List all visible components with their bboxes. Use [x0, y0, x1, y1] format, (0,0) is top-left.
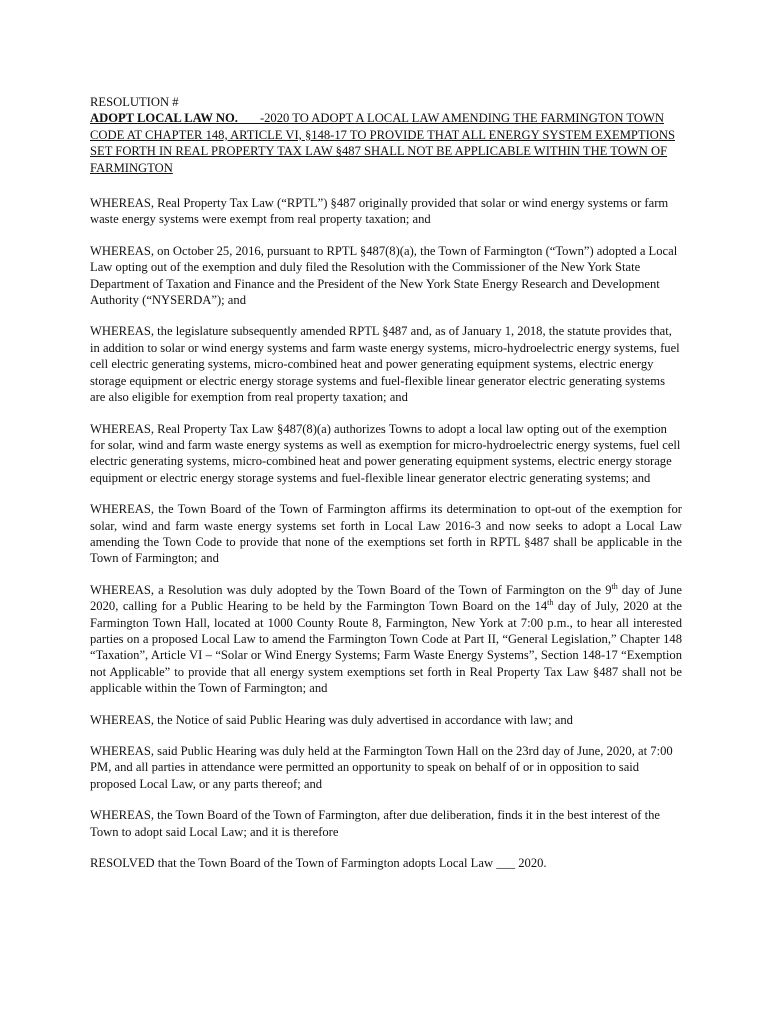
whereas-paragraph-5: WHEREAS, the Town Board of the Town of Farmington affirms its determination to opt-out of the exemption for solar, wind and farm waste energy systems set forth in Local Law 2016-3 and now seeks to adopt a Local Law amending the Town Code to provide that none of the exemptions set forth in RPTL §487 shall be applicable in the Town of Farmington; and: [90, 502, 682, 566]
ordinal-suffix-1: th: [611, 581, 618, 591]
ordinal-suffix-2: th: [547, 598, 554, 608]
whereas-paragraph-7: WHEREAS, the Notice of said Public Hearing was duly advertised in accordance with law; and: [90, 712, 573, 727]
whereas-paragraph-8: WHEREAS, said Public Hearing was duly held at the Farmington Town Hall on the 23rd day of June, 2020, at 7:00 PM, and all parties in attendance were permitted an opportunity to speak on behalf of or in opposition to said proposed Local Law, or any parts thereof; and: [90, 744, 673, 791]
document-page: [90, 94, 682, 871]
title-text: -2020 TO ADOPT A LOCAL LAW AMENDING THE FARMINGTON TOWN CODE AT CHAPTER 148, ARTICLE VI, §148-17 TO PROVIDE THAT ALL ENERGY SYSTEM EXEMPTIONS SET FORTH IN REAL PROPERTY TAX LAW §487 SHALL NOT BE APPLICABLE WITHIN THE TOWN OF FARMINGTON: [90, 111, 675, 175]
paragraph-6-part-3: day of July, 2020 at the Farmington Town Hall, located at 1000 County Route 8, Farmington, New York at 7:00 p.m., to hear all interested parties on a proposed Local Law to amend the Farmington Town Code at Part II, “General Legislation,” Chapter 148 “Taxation”, Article VI – “Solar or Wind Energy Systems; Farm Waste Energy Systems”, Section 148-17 “Exemption not Applicable” to provide that all energy system exemptions set forth in Real Property Tax Law §487 shall not be applicable within the Town of Farmington; and: [90, 599, 682, 696]
whereas-paragraph-6: [90, 582, 682, 697]
paragraph-6-part-1: WHEREAS, a Resolution was duly adopted by the Town Board of the Town of Farmington on the 9: [90, 582, 612, 597]
resolution-number: RESOLUTION #: [90, 95, 179, 109]
resolution-title: [90, 110, 682, 176]
whereas-paragraph-2: WHEREAS, on October 25, 2016, pursuant to RPTL §487(8)(a), the Town of Farmington (“Town”) adopted a Local Law opting out of the exemption and duly filed the Resolution with the Commissioner of the New York State Department of Taxation and Finance and the President of the New York State Energy Research and Development Authority (“NYSERDA”); and: [90, 243, 678, 308]
resolved-paragraph: RESOLVED that the Town Board of the Town of Farmington adopts Local Law ___ 2020.: [90, 856, 547, 871]
whereas-paragraph-3: WHEREAS, the legislature subsequently amended RPTL §487 and, as of January 1, 2018, the statute provides that, in addition to solar or wind energy systems and farm waste energy systems, micro-hydroelectric energy systems, fuel cell electric generating systems, micro-combined heat and power generating equipment systems, electric energy storage equipment or electric energy storage systems and fuel-flexible linear generator electric generating systems are also eligible for exemption from real property taxation; and: [90, 324, 680, 405]
paragraph-6-part-2: day of June 2020, calling for a Public Hearing to be held by the Farmington Town Board on the 14: [90, 582, 682, 614]
whereas-paragraph-9: WHEREAS, the Town Board of the Town of Farmington, after due deliberation, finds it in the best interest of the Town to adopt said Local Law; and it is therefore: [90, 808, 660, 839]
local-law-number: ADOPT LOCAL LAW NO. ___: [90, 111, 260, 126]
whereas-paragraph-1: WHEREAS, Real Property Tax Law (“RPTL”) §487 originally provided that solar or wind energy systems or farm waste energy systems were exempt from real property taxation; and: [90, 196, 669, 227]
whereas-paragraph-4: WHEREAS, Real Property Tax Law §487(8)(a) authorizes Towns to adopt a local law opting out of the exemption for solar, wind and farm waste energy systems as well as exemption for micro-hydroelectric energy systems, fuel cell electric generating systems, micro-combined heat and power generating equipment systems, electric energy storage equipment or electric energy storage systems and fuel-flexible linear generator electric generating systems; and: [90, 421, 681, 485]
